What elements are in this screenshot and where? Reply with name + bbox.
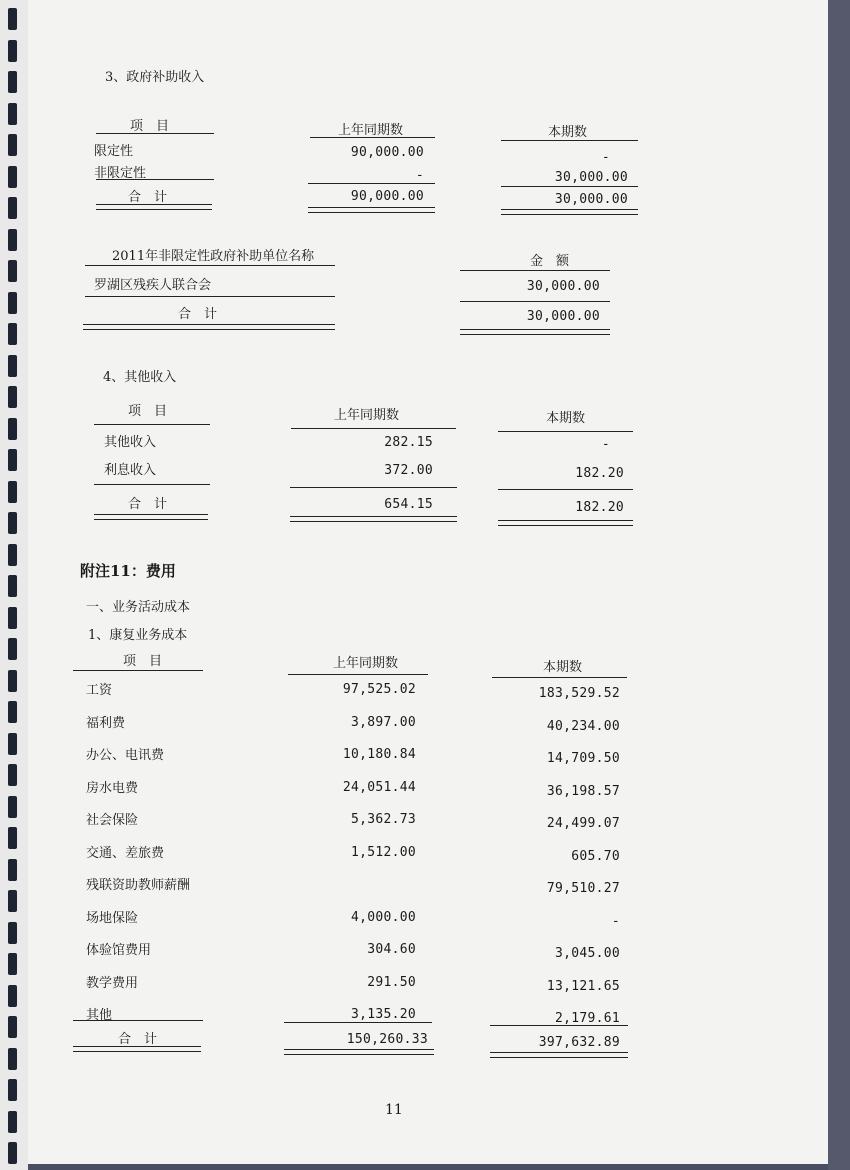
double-rule — [96, 204, 212, 210]
binding-ring — [8, 229, 17, 251]
binding-ring — [8, 764, 17, 786]
s4-row-label: 利息收入 — [104, 463, 157, 478]
rule — [492, 677, 627, 678]
s4-head-item: 项 目 — [128, 404, 168, 419]
binding-ring — [8, 449, 17, 471]
rule — [310, 137, 435, 138]
s4-row-prev: 372.00 — [384, 463, 433, 478]
rule — [498, 489, 633, 490]
rule — [96, 179, 214, 180]
rule — [94, 424, 210, 425]
expense-prev: 4,000.00 — [350, 910, 416, 925]
expense-cur: 36,198.57 — [546, 784, 620, 799]
s4-row-label: 其他收入 — [104, 435, 157, 450]
expense-prev: 24,051.44 — [342, 780, 416, 795]
binding-ring — [8, 985, 17, 1007]
double-rule — [490, 1052, 628, 1058]
binding-ring — [8, 1016, 17, 1038]
binding-ring — [8, 481, 17, 503]
rule — [490, 1025, 628, 1026]
double-rule — [501, 209, 638, 215]
binding-ring — [8, 166, 17, 188]
s4-head-cur: 本期数 — [546, 411, 586, 426]
n11-total-cur: 397,632.89 — [538, 1035, 620, 1050]
n11-total-label: 合 计 — [118, 1032, 158, 1047]
binding-ring — [8, 1142, 17, 1164]
binding-ring — [8, 1079, 17, 1101]
binding-ring — [8, 512, 17, 534]
binding-ring — [8, 1111, 17, 1133]
s3-total-cur: 30,000.00 — [554, 192, 628, 207]
binding-ring — [8, 638, 17, 660]
expense-label: 房水电费 — [86, 781, 139, 796]
s3-total-label: 合 计 — [128, 190, 168, 205]
section-4-title: 4、其他收入 — [103, 370, 177, 385]
s3-row-cur: 30,000.00 — [554, 170, 628, 185]
rule — [501, 140, 638, 141]
double-rule — [498, 520, 633, 526]
expense-cur: 79,510.27 — [546, 881, 620, 896]
binding-ring — [8, 733, 17, 755]
n11-total-prev: 150,260.33 — [346, 1032, 428, 1047]
grant-total-label: 合 计 — [178, 307, 218, 322]
binding-ring — [8, 134, 17, 156]
s3-row-label: 非限定性 — [94, 166, 147, 181]
expense-prev: 291.50 — [367, 975, 416, 990]
rule — [460, 301, 610, 302]
expense-label: 办公、电讯费 — [86, 748, 165, 763]
note-11-title: 附注11：费用 — [80, 562, 176, 580]
section-3-title: 3、政府补助收入 — [105, 70, 205, 85]
expense-prev: 304.60 — [367, 942, 416, 957]
double-rule — [284, 1049, 434, 1055]
grant-head-name: 2011年非限定性政府补助单位名称 — [112, 249, 315, 264]
s3-head-item: 项 目 — [130, 119, 170, 134]
s4-row-cur: - — [601, 437, 610, 452]
double-rule — [83, 324, 335, 330]
expense-label: 交通、差旅费 — [86, 846, 165, 861]
rule — [498, 431, 633, 432]
double-rule — [460, 329, 610, 335]
binding-ring — [8, 40, 17, 62]
note-11-subsection: 1、康复业务成本 — [88, 628, 188, 643]
grant-total-amount: 30,000.00 — [526, 309, 600, 324]
expense-prev: 10,180.84 — [342, 747, 416, 762]
binding-ring — [8, 575, 17, 597]
rule — [308, 183, 435, 184]
rule — [85, 296, 335, 297]
expense-cur: 3,045.00 — [554, 946, 620, 961]
expense-label: 教学费用 — [86, 976, 139, 991]
rule — [96, 133, 214, 134]
binding-ring — [8, 260, 17, 282]
double-rule — [73, 1046, 201, 1052]
expense-label: 工资 — [86, 683, 113, 698]
n11-head-item: 项 目 — [123, 654, 163, 669]
s4-row-prev: 282.15 — [384, 435, 433, 450]
binding-ring — [8, 890, 17, 912]
expense-prev: 97,525.02 — [342, 682, 416, 697]
n11-head-prev: 上年同期数 — [333, 656, 399, 671]
rule — [284, 1022, 432, 1023]
binding-ring — [8, 827, 17, 849]
double-rule — [94, 514, 208, 520]
expense-label: 体验馆费用 — [86, 943, 152, 958]
rule — [460, 270, 610, 271]
s4-total-cur: 182.20 — [575, 500, 624, 515]
expense-prev: 1,512.00 — [350, 845, 416, 860]
s3-head-cur: 本期数 — [548, 125, 588, 140]
expense-cur: 13,121.65 — [546, 979, 620, 994]
expense-label: 残联资助教师薪酬 — [86, 878, 191, 893]
binding-ring — [8, 386, 17, 408]
s3-row-label: 限定性 — [94, 144, 134, 159]
expense-cur: 40,234.00 — [546, 719, 620, 734]
note-11-subtitle: 一、业务活动成本 — [86, 600, 191, 615]
binding-ring — [8, 701, 17, 723]
s4-head-prev: 上年同期数 — [334, 408, 400, 423]
expense-cur: 605.70 — [571, 849, 620, 864]
binding-ring — [8, 71, 17, 93]
grant-head-amount: 金 额 — [530, 254, 570, 269]
double-rule — [308, 207, 435, 213]
binding-ring — [8, 8, 17, 30]
rule — [73, 1020, 203, 1021]
s4-row-cur: 182.20 — [575, 466, 624, 481]
spiral-binding — [0, 0, 28, 1170]
binding-ring — [8, 544, 17, 566]
expense-cur: 14,709.50 — [546, 751, 620, 766]
rule — [501, 186, 638, 187]
expense-label: 其他 — [86, 1008, 113, 1023]
binding-ring — [8, 355, 17, 377]
s4-total-prev: 654.15 — [384, 497, 433, 512]
binding-ring — [8, 323, 17, 345]
binding-ring — [8, 922, 17, 944]
document-page — [28, 0, 828, 1164]
expense-prev: 5,362.73 — [350, 812, 416, 827]
s4-total-label: 合 计 — [128, 497, 168, 512]
s3-total-prev: 90,000.00 — [350, 189, 424, 204]
binding-ring — [8, 607, 17, 629]
double-rule — [290, 516, 457, 522]
grant-row-amount: 30,000.00 — [526, 279, 600, 294]
binding-ring — [8, 197, 17, 219]
expense-cur: 24,499.07 — [546, 816, 620, 831]
s3-row-cur: - — [601, 150, 610, 165]
binding-ring — [8, 292, 17, 314]
binding-ring — [8, 418, 17, 440]
page-edge-shadow — [828, 0, 850, 1170]
rule — [85, 265, 335, 266]
binding-ring — [8, 796, 17, 818]
expense-label: 福利费 — [86, 716, 126, 731]
n11-head-cur: 本期数 — [543, 660, 583, 675]
expense-cur: 183,529.52 — [538, 686, 620, 701]
expense-label: 场地保险 — [86, 911, 139, 926]
rule — [288, 674, 428, 675]
rule — [290, 487, 457, 488]
expense-label: 社会保险 — [86, 813, 139, 828]
binding-ring — [8, 1048, 17, 1070]
grant-row-name: 罗湖区残疾人联合会 — [94, 278, 212, 293]
expense-cur: 2,179.61 — [554, 1011, 620, 1026]
expense-cur: - — [611, 914, 620, 929]
rule — [94, 484, 210, 485]
s3-row-prev: 90,000.00 — [350, 145, 424, 160]
binding-ring — [8, 670, 17, 692]
binding-ring — [8, 953, 17, 975]
expense-prev: 3,897.00 — [350, 715, 416, 730]
rule — [291, 428, 456, 429]
s3-head-prev: 上年同期数 — [338, 123, 404, 138]
binding-ring — [8, 859, 17, 881]
rule — [73, 670, 203, 671]
s3-row-prev: - — [415, 168, 424, 183]
binding-ring — [8, 103, 17, 125]
page-number: 11 — [385, 1102, 403, 1118]
expense-prev: 3,135.20 — [350, 1007, 416, 1022]
